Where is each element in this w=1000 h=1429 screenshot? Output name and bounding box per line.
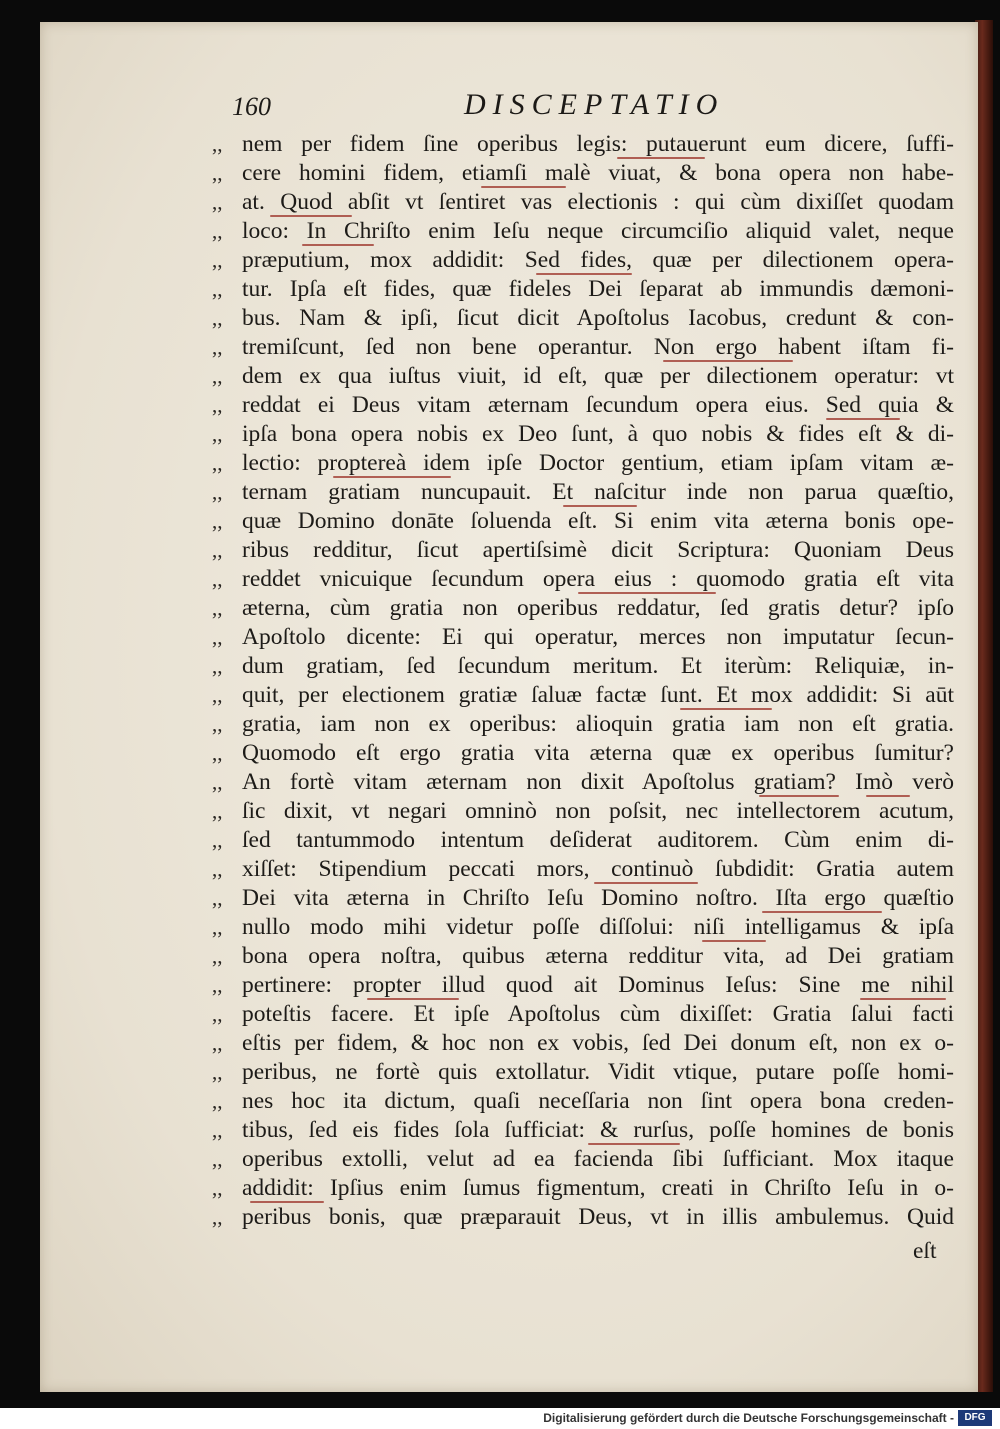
quotation-mark: ,, (212, 1002, 223, 1026)
line-text: operibus extolli, velut ad ea facienda ſibi ſufficiant. Mox itaque (242, 1146, 954, 1172)
line-text: nem per fidem ſine operibus legis: putauerunt eum dicere, ſuffi- (242, 131, 954, 157)
text-line (212, 565, 952, 594)
line-text: bus. Nam & ipſi, ſicut dicit Apoſtolus Iacobus, credunt & con- (242, 305, 954, 331)
quotation-mark: ,, (212, 886, 223, 910)
line-text: An fortè vitam æternam non dixit Apoſtolus gratiam? Imò verò (242, 769, 954, 795)
line-text: pertinere: propter illud quod ait Dominus Ieſus: Sine me nihil (242, 972, 954, 998)
red-underline-mark (481, 186, 566, 188)
quotation-mark: ,, (212, 219, 223, 243)
text-line (212, 1203, 952, 1232)
text-block (212, 130, 952, 1232)
quotation-mark: ,, (212, 1118, 223, 1142)
quotation-mark: ,, (212, 1089, 223, 1113)
quotation-mark: ,, (212, 1176, 223, 1200)
line-text: tremiſcunt, ſed non bene operantur. Non ergo habent iſtam fi- (242, 334, 954, 360)
text-line (212, 246, 952, 275)
text-line (212, 739, 952, 768)
line-text: nes hoc ita dictum, quaſi neceſſaria non ſint opera bona creden- (242, 1088, 954, 1114)
text-line (212, 826, 952, 855)
text-line (212, 710, 952, 739)
quotation-mark: ,, (212, 1060, 223, 1084)
red-underline-mark (617, 157, 705, 159)
text-line (212, 507, 952, 536)
footer-strip (0, 1408, 1000, 1429)
quotation-mark: ,, (212, 1205, 223, 1229)
red-underline-mark (333, 476, 451, 478)
text-line (212, 391, 952, 420)
line-text: addidit: Ipſius enim ſumus figmentum, creati in Chriſto Ieſu in o- (242, 1175, 954, 1201)
line-text: at. Quod abſit vt ſentiret vas electionis : qui cùm dixiſſet quodam (242, 189, 954, 215)
line-text: poteſtis facere. Et ipſe Apoſtolus cùm dixiſſet: Gratia ſalui facti (242, 1001, 954, 1027)
running-head: DISCEPTATIO (464, 88, 725, 121)
text-line (212, 1145, 952, 1174)
red-underline-mark (762, 911, 882, 913)
text-line (212, 420, 952, 449)
quotation-mark: ,, (212, 973, 223, 997)
quotation-mark: ,, (212, 654, 223, 678)
text-line (212, 594, 952, 623)
text-line (212, 1116, 952, 1145)
text-line (212, 1058, 952, 1087)
catchword: eſt (913, 1238, 937, 1264)
line-text: tibus, ſed eis fides ſola ſufficiat: & rurſus, poſſe homines de bonis (242, 1117, 954, 1143)
line-text: reddat ei Deus vitam æternam ſecundum opera eius. Sed quia & (242, 392, 954, 418)
quotation-mark: ,, (212, 915, 223, 939)
text-line (212, 942, 952, 971)
quotation-mark: ,, (212, 393, 223, 417)
dfg-logo: DFG (958, 1410, 992, 1426)
line-text: peribus, ne fortè quis extollatur. Vidit vtique, putare poſſe homi- (242, 1059, 954, 1085)
red-underline-mark (826, 418, 900, 420)
quotation-mark: ,, (212, 509, 223, 533)
line-text: loco: In Chriſto enim Ieſu neque circumciſio aliquid valet, neque (242, 218, 954, 244)
quotation-mark: ,, (212, 335, 223, 359)
line-text: dum gratiam, ſed ſecundum meritum. Et iterùm: Reliquiæ, in- (242, 653, 954, 679)
red-underline-mark (302, 244, 374, 246)
line-text: æterna, cùm gratia non operibus reddatur, ſed gratis detur? ipſo (242, 595, 954, 621)
quotation-mark: ,, (212, 567, 223, 591)
red-underline-mark (759, 795, 839, 797)
red-underline-mark (270, 215, 352, 217)
red-underline-mark (594, 882, 698, 884)
line-text: ribus redditur, ſicut apertiſsimè dicit Scriptura: Quoniam Deus (242, 537, 954, 563)
red-underline-mark (367, 998, 459, 1000)
red-underline-mark (563, 505, 637, 507)
text-line (212, 275, 952, 304)
line-text: præputium, mox addidit: Sed fides, quæ per dilectionem opera- (242, 247, 954, 273)
line-text: eſtis per fidem, & hoc non ex vobis, ſed Dei donum eſt, non ex o- (242, 1030, 954, 1056)
quotation-mark: ,, (212, 683, 223, 707)
line-text: quæ Domino donāte ſoluenda eſt. Si enim vita æterna bonis ope- (242, 508, 954, 534)
text-line (212, 478, 952, 507)
red-underline-mark (702, 940, 766, 942)
footer-credit: Digitalisierung gefördert durch die Deutsche Forschungsgemeinschaft - (543, 1411, 954, 1425)
red-underline-mark (866, 795, 910, 797)
quotation-mark: ,, (212, 538, 223, 562)
quotation-mark: ,, (212, 480, 223, 504)
page-number: 160 (232, 92, 271, 121)
line-text: nullo modo mihi videtur poſſe diſſolui: niſi intelligamus & ipſa (242, 914, 954, 940)
line-text: ſic dixit, vt negari omninò non poſsit, nec intellectorem acutum, (242, 798, 954, 824)
text-line (212, 855, 952, 884)
line-text: dem ex qua iuſtus viuit, id eſt, quæ per dilectionem operatur: vt (242, 363, 954, 389)
line-text: tur. Ipſa eſt fides, quæ fideles Dei ſeparat ab immundis dæmoni- (242, 276, 954, 302)
line-text: ſed tantummodo intentum deſiderat auditorem. Cùm enim di- (242, 827, 954, 853)
text-line (212, 768, 952, 797)
text-line (212, 971, 952, 1000)
quotation-mark: ,, (212, 712, 223, 736)
text-line (212, 1029, 952, 1058)
line-text: gratia, iam non ex operibus: alioquin gratia iam non eſt gratia. (242, 711, 954, 737)
quotation-mark: ,, (212, 1031, 223, 1055)
text-line (212, 536, 952, 565)
line-text: xiſſet: Stipendium peccati mors, continuò ſubdidit: Gratia autem (242, 856, 954, 882)
quotation-mark: ,, (212, 1147, 223, 1171)
page-header (232, 88, 752, 128)
line-text: peribus bonis, quæ præparauit Deus, vt in illis ambulemus. Quid (242, 1204, 954, 1230)
quotation-mark: ,, (212, 132, 223, 156)
quotation-mark: ,, (212, 306, 223, 330)
text-line (212, 1000, 952, 1029)
red-underline-mark (250, 1201, 324, 1203)
text-line (212, 362, 952, 391)
text-line (212, 884, 952, 913)
quotation-mark: ,, (212, 741, 223, 765)
text-line (212, 333, 952, 362)
line-text: quit, per electionem gratiæ ſaluæ factæ ſunt. Et mox addidit: Si aūt (242, 682, 954, 708)
quotation-mark: ,, (212, 422, 223, 446)
red-underline-mark (663, 360, 793, 362)
text-line (212, 913, 952, 942)
quotation-mark: ,, (212, 944, 223, 968)
text-line (212, 304, 952, 333)
red-underline-mark (578, 592, 716, 594)
red-underline-mark (588, 1143, 680, 1145)
line-text: ipſa bona opera nobis ex Deo ſunt, à quo nobis & fides eſt & di- (242, 421, 954, 447)
text-line (212, 188, 952, 217)
line-text: lectio: proptereà idem ipſe Doctor gentium, etiam ipſam vitam æ- (242, 450, 954, 476)
quotation-mark: ,, (212, 799, 223, 823)
quotation-mark: ,, (212, 596, 223, 620)
line-text: Dei vita æterna in Chriſto Ieſu Domino noſtro. Iſta ergo quæſtio (242, 885, 954, 911)
line-text: bona opera noſtra, quibus æterna redditur vita, ad Dei gratiam (242, 943, 954, 969)
line-text: Quomodo eſt ergo gratia vita æterna quæ ex operibus ſumitur? (242, 740, 954, 766)
line-text: Apoſtolo dicente: Ei qui operatur, merces non imputatur ſecun- (242, 624, 954, 650)
line-text: cere homini fidem, etiamſi malè viuat, & bona opera non habe- (242, 160, 954, 186)
text-line (212, 681, 952, 710)
quotation-mark: ,, (212, 277, 223, 301)
text-line (212, 449, 952, 478)
text-line (212, 1087, 952, 1116)
quotation-mark: ,, (212, 625, 223, 649)
line-text: reddet vnicuique ſecundum opera eius : quomodo gratia eſt vita (242, 566, 954, 592)
text-line (212, 797, 952, 826)
text-line (212, 623, 952, 652)
quotation-mark: ,, (212, 857, 223, 881)
quotation-mark: ,, (212, 161, 223, 185)
text-line (212, 159, 952, 188)
quotation-mark: ,, (212, 451, 223, 475)
text-line (212, 130, 952, 159)
text-line (212, 1174, 952, 1203)
quotation-mark: ,, (212, 770, 223, 794)
quotation-mark: ,, (212, 364, 223, 388)
red-underline-mark (536, 273, 632, 275)
quotation-mark: ,, (212, 828, 223, 852)
quotation-mark: ,, (212, 190, 223, 214)
text-line (212, 652, 952, 681)
quotation-mark: ,, (212, 248, 223, 272)
line-text: ternam gratiam nuncupauit. Et naſcitur inde non parua quæſtio, (242, 479, 954, 505)
red-underline-mark (680, 708, 772, 710)
red-underline-mark (860, 998, 946, 1000)
text-line (212, 217, 952, 246)
